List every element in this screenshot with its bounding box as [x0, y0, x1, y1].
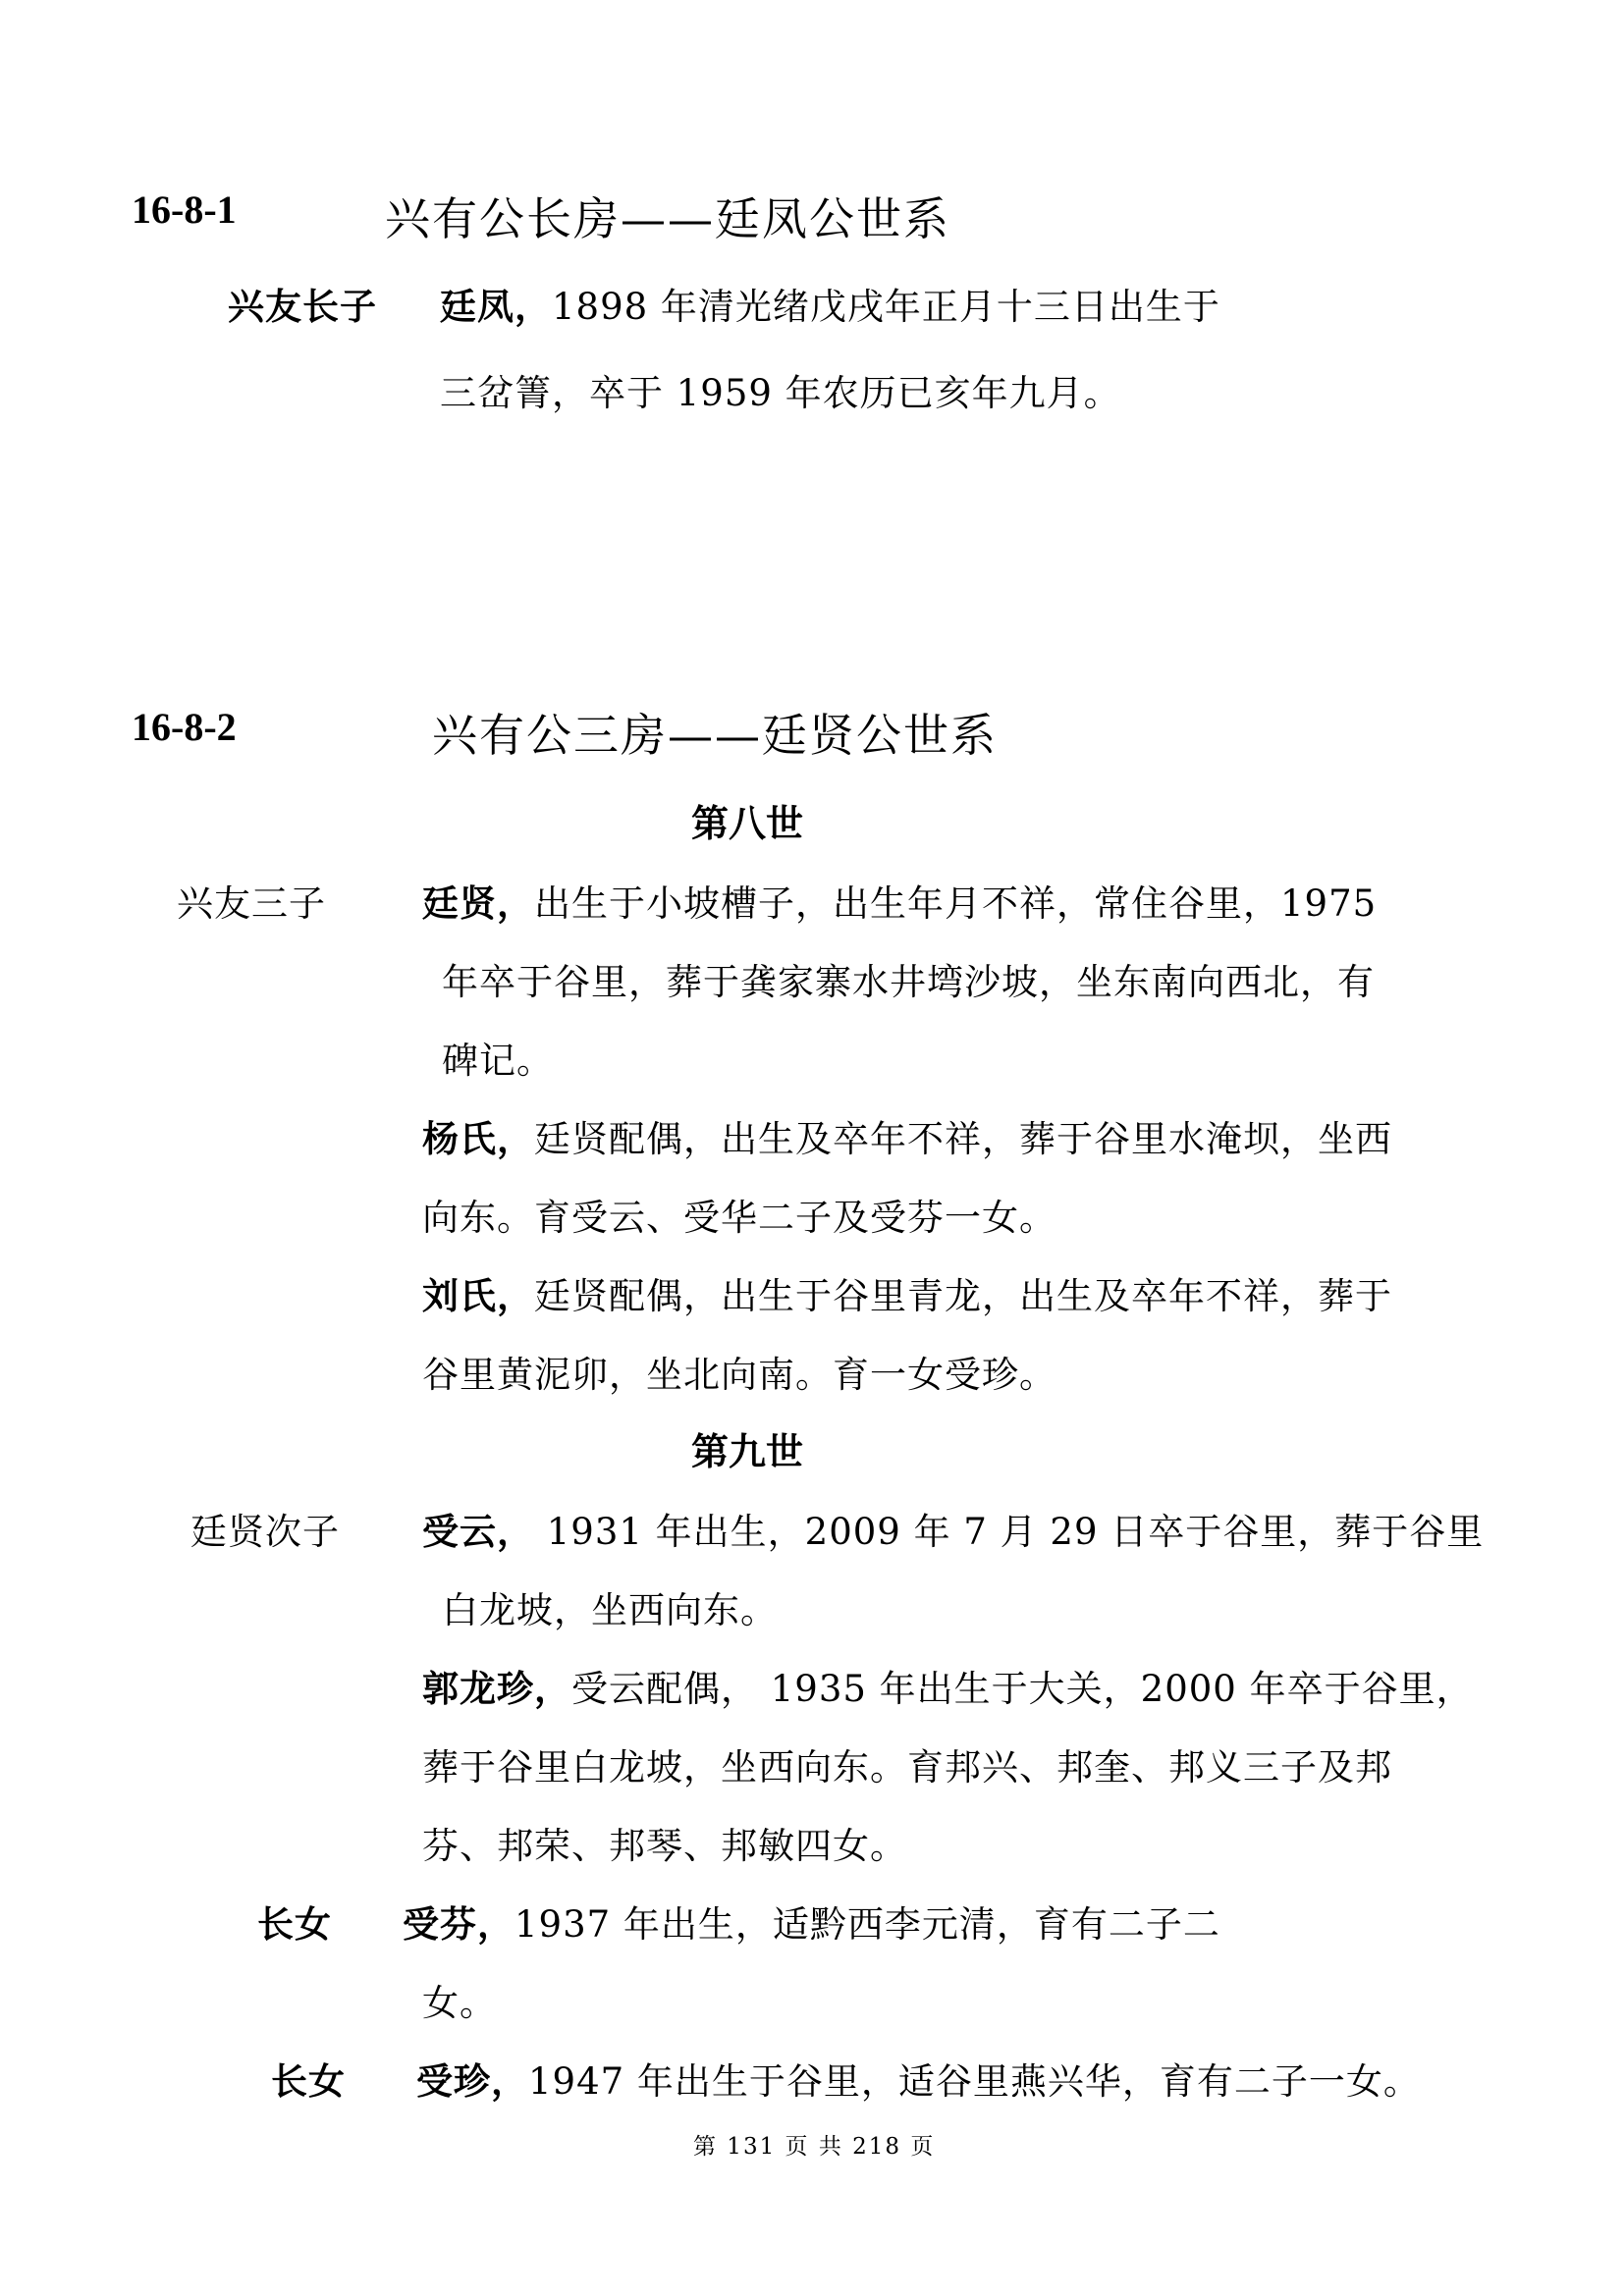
entry-text: [403, 1895, 1220, 1948]
entry-text: [422, 1502, 1484, 1555]
entry-line: 女。: [422, 1982, 497, 2024]
entry-line: 年卒于谷里，葬于龚家寨水井塆沙坡，坐东南向西北，有: [442, 961, 1375, 1003]
spouse-line: 廷贤配偶，出生于谷里青龙，出生及卒年不祥，葬于: [534, 1275, 1392, 1317]
section-title: 兴有公三房——廷贤公世系: [432, 709, 998, 762]
spouse-text: [422, 1266, 1392, 1319]
entry-label: 兴友三子: [177, 882, 326, 925]
entry-name: 受珍，: [416, 2059, 528, 2103]
generation-heading: 第九世: [691, 1429, 804, 1473]
spouse-name: 刘氏，: [422, 1274, 534, 1317]
spouse-name: 郭龙珍，: [422, 1667, 571, 1710]
entry-label: 廷贤次子: [190, 1511, 340, 1553]
section-title: 兴有公长房——廷凤公世系: [385, 192, 950, 245]
entry-line: 1898 年清光绪戊戌年正月十三日出生于: [552, 286, 1220, 328]
entry-name: 受云，: [422, 1510, 534, 1553]
entry-label: 长女: [271, 2059, 346, 2103]
entry-line: 出生于小坡槽子，出生年月不祥，常住谷里，1975: [534, 882, 1378, 925]
spouse-line: 谷里黄泥卯，坐北向南。育一女受珍。: [422, 1354, 1056, 1396]
spouse-line: 葬于谷里白龙坡，坐西向东。育邦兴、邦奎、邦义三子及邦: [422, 1746, 1392, 1789]
entry-text: [416, 2052, 1421, 2105]
entry-label: 长女: [257, 1902, 332, 1946]
entry-line: 三岔箐，卒于 1959 年农历已亥年九月。: [440, 372, 1121, 414]
spouse-line: 向东。育受云、受华二子及受芬一女。: [422, 1197, 1056, 1239]
entry-name: 廷贤，: [422, 881, 534, 925]
section-number: 16-8-2: [132, 705, 237, 749]
entry-line: 1947 年出生于谷里，适谷里燕兴华，育有二子一女。: [528, 2060, 1421, 2103]
section-number: 16-8-1: [132, 187, 237, 232]
spouse-line: 芬、邦荣、邦琴、邦敏四女。: [422, 1825, 907, 1867]
spouse-text: [422, 1109, 1392, 1162]
entry-text: [440, 277, 1220, 330]
entry-text: [422, 874, 1377, 927]
spouse-name: 杨氏，: [422, 1117, 534, 1160]
page-footer: 第 131 页 共 218 页: [693, 2134, 936, 2160]
spouse-line: 受云配偶， 1935 年出生于大关，2000 年卒于谷里，: [571, 1668, 1474, 1710]
spouse-line: 廷贤配偶，出生及卒年不祥，葬于谷里水淹坝，坐西: [534, 1118, 1392, 1160]
entry-line: 碑记。: [442, 1040, 554, 1082]
entry-name: 受芬，: [403, 1902, 514, 1946]
entry-name: 廷凤，: [440, 285, 552, 328]
entry-line: 1931 年出生，2009 年 7 月 29 日卒于谷里，葬于谷里: [534, 1511, 1485, 1553]
entry-label: 兴友长子: [228, 285, 377, 328]
spouse-text: [422, 1659, 1474, 1712]
entry-line: 1937 年出生，适黔西李元清，育有二子二: [514, 1903, 1220, 1946]
entry-line: 白龙坡，坐西向东。: [442, 1589, 778, 1631]
generation-heading: 第八世: [691, 801, 804, 845]
